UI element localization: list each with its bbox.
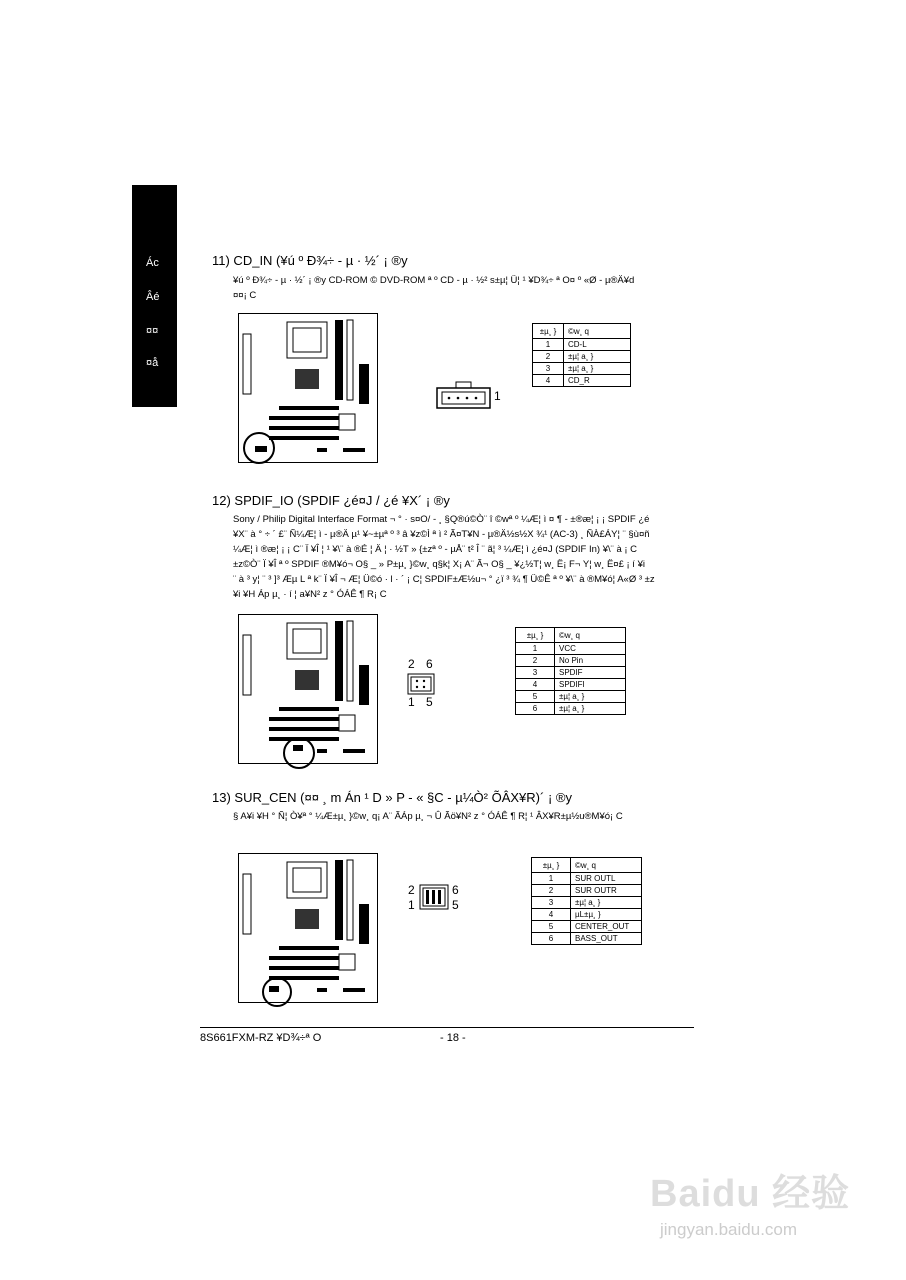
table-row: [532, 933, 642, 945]
cd-in-connector-diagram: [436, 381, 492, 411]
spdif-pin-label-5: 5: [426, 695, 433, 709]
pin-header: ±µ¸ }: [532, 858, 571, 873]
pin-definition: ±µ¦ a¸ }: [571, 897, 642, 909]
table-row: [533, 351, 631, 363]
sur-cen-pin-label-2: 2: [408, 883, 415, 897]
side-tab-char: Ác: [146, 257, 159, 269]
table-row: [533, 375, 631, 387]
pin-number: 1: [533, 339, 564, 351]
baidu-watermark: [640, 1162, 870, 1262]
pin-number: 4: [532, 909, 571, 921]
footer-divider: [200, 1027, 694, 1028]
definition-header: ©w¸ q: [571, 858, 642, 873]
table-row: [532, 921, 642, 933]
sur-cen-pin-label-1: 1: [408, 898, 415, 912]
table-row: [533, 363, 631, 375]
pin-header: ±µ¸ }: [533, 324, 564, 339]
pin-definition: µL±µ¸ }: [571, 909, 642, 921]
pin-definition: CENTER_OUT: [571, 921, 642, 933]
pin-definition: SUR OUTL: [571, 873, 642, 885]
pin-number: 5: [532, 921, 571, 933]
spdif-pin-table: [515, 627, 626, 715]
sur-cen-pin-label-6: 6: [452, 883, 459, 897]
pin-number: 6: [516, 703, 555, 715]
cd-in-pin-one-label: 1: [494, 389, 501, 403]
pin-definition: BASS_OUT: [571, 933, 642, 945]
section-body-cd-in: ¥ú º Ð¾÷ - µ · ½´ ¡ ®y CD-ROM © DVD-ROM ª º CD - µ · ½² s±µ¦ Ü¦ ¹ ¥D¾÷ ª O¤ º «Ø - µ®Ä¥d ¤¤¡ C: [233, 275, 635, 301]
pin-number: 3: [516, 667, 555, 679]
section-body-spdif-io: Sony / Philip Digital Interface Format ¬ ° · s¤O/ - ¸ §Q®ú©Ò¨ î ©wª º ¼Æ¦ ì ¤ ¶ - ±®æ¦ ¡ ¡ SPDIF ¿é ¥X¨ à ° ÷ ´ £¨ Ñ¼Æ¦ ì - µ®Ä µ¹ ¥~±µª º ³ â ¥z©Ì ª ì ² Ã¤T¥N - µ®Ä½s½X ¾¹ (AC-3) ¸ ÑÀ£ÁY¦ ¨ §ù¤ñ ¼Æ¦ ì ®æ¦ ¡ ¡ C¨ Ï ¥Î ¦ ¹ ¥\¨ à ®É ¦ Ä ¦ · ½T » {±zª º - µÅ¨ t² Î ¨ ã¦ ³ ¼Æ¦ ì ¿é¤J (SPDIF In) ¥\¨ à ¡ C ±z©Ò¨ Ï ¥Î ª º SPDIF ®M¥ó¬ O§ _ » P±µ¸ }©w¸ q§k¦ X¡ A¨ Ã¬ O§ _ ¥¿½T¦ w¸ Ë¡ F¬ Y¦ w¸ Ë¤£ ¡ í ¥i ¨ à ³ y¦ ¨ ³ ]³ Æµ L ª k¨ Ï ¥Î ¬ Æ¦ Ü©ó · l · ´ ¡ C¦ SPDIF±Æ½u¬ ° ¿ï ³ ¾ ¶ Ü©Ê ª º ¥\¨ à ®M¥ó¦ A«Ø ³ ±z ¥i ¥H Áp µ¸ · í ¦ a¥N² z ° ÓÁÊ ¶ R¡ C: [233, 514, 655, 600]
watermark-logo: Baidu 经验: [650, 1173, 851, 1215]
pin-number: 3: [533, 363, 564, 375]
motherboard-diagram: [238, 853, 378, 1003]
table-row: [532, 885, 642, 897]
spdif-location-marker: [283, 737, 315, 769]
pin-number: 1: [516, 643, 555, 655]
table-row: [532, 897, 642, 909]
pin-definition: ±µ¦ a¸ }: [555, 703, 626, 715]
pin-definition: ±µ¦ a¸ }: [564, 351, 631, 363]
table-row: [516, 691, 626, 703]
sur-cen-location-marker: [262, 977, 292, 1007]
pin-number: 2: [516, 655, 555, 667]
section-title-cd-in: 11) CD_IN (¥ú º Ð¾÷ - µ · ½´ ¡ ®y: [212, 253, 408, 268]
pin-definition: No Pin: [555, 655, 626, 667]
side-tab-char: ¤å: [146, 357, 159, 369]
spdif-pin-label-2: 2: [408, 657, 415, 671]
pin-definition: SUR OUTR: [571, 885, 642, 897]
definition-header: ©w¸ q: [555, 628, 626, 643]
pin-definition: VCC: [555, 643, 626, 655]
page-number: - 18 -: [440, 1032, 466, 1044]
table-row: [516, 679, 626, 691]
pin-number: 2: [533, 351, 564, 363]
table-row: [533, 339, 631, 351]
pin-number: 1: [532, 873, 571, 885]
pin-definition: ±µ¦ a¸ }: [564, 363, 631, 375]
side-tab-char: ¤¤: [146, 325, 159, 337]
pin-number: 5: [516, 691, 555, 703]
pin-number: 4: [516, 679, 555, 691]
table-row: [516, 643, 626, 655]
pin-definition: SPDIF: [555, 667, 626, 679]
footer-model: 8S661FXM-RZ ¥D¾÷ª O: [200, 1032, 322, 1044]
table-row: [516, 667, 626, 679]
pin-definition: CD-L: [564, 339, 631, 351]
pin-number: 3: [532, 897, 571, 909]
section-title-spdif-io: 12) SPDIF_IO (SPDIF ¿é¤J / ¿é ¥X´ ¡ ®y: [212, 493, 450, 508]
section-title-sur-cen: 13) SUR_CEN (¤¤ ¸ m Án ¹ D » P - « §C - µ¼Ò² ÕÂX¥R)´ ¡ ®y: [212, 790, 572, 805]
spdif-connector-diagram: [407, 673, 435, 695]
spdif-pin-label-6: 6: [426, 657, 433, 671]
table-row: [533, 324, 631, 339]
table-row: [516, 628, 626, 643]
motherboard-layout: [239, 854, 377, 1002]
watermark-url: jingyan.baidu.com: [660, 1220, 798, 1239]
spdif-pin-label-1: 1: [408, 695, 415, 709]
table-row: [516, 703, 626, 715]
pin-number: 4: [533, 375, 564, 387]
sur-cen-pin-table: [531, 857, 642, 945]
table-row: [516, 655, 626, 667]
table-row: [532, 858, 642, 873]
table-row: [532, 909, 642, 921]
cd-in-pin-table: [532, 323, 631, 387]
pin-header: ±µ¸ }: [516, 628, 555, 643]
language-side-tab: [132, 185, 177, 407]
side-tab-char: Âé: [146, 291, 160, 303]
pin-number: 6: [532, 933, 571, 945]
definition-header: ©w¸ q: [564, 324, 631, 339]
pin-number: 2: [532, 885, 571, 897]
sur-cen-pin-label-5: 5: [452, 898, 459, 912]
pin-definition: SPDIFI: [555, 679, 626, 691]
pin-definition: CD_R: [564, 375, 631, 387]
pin-definition: ±µ¦ a¸ }: [555, 691, 626, 703]
section-body-sur-cen: § A¥i ¥H ° Ñ¦ Ò¥ª ° ¼Æ±µ¸ }©w¸ q¡ A¨ ÃÁp µ¸ ¬ Û Ãö¥N² z ° ÓÁÊ ¶ R¦ ¹ ÂX¥R±µ½u®M¥ó¡ C: [233, 811, 623, 822]
table-row: [532, 873, 642, 885]
cd-in-location-marker: [243, 432, 275, 464]
sur-cen-connector-diagram: [419, 884, 449, 910]
